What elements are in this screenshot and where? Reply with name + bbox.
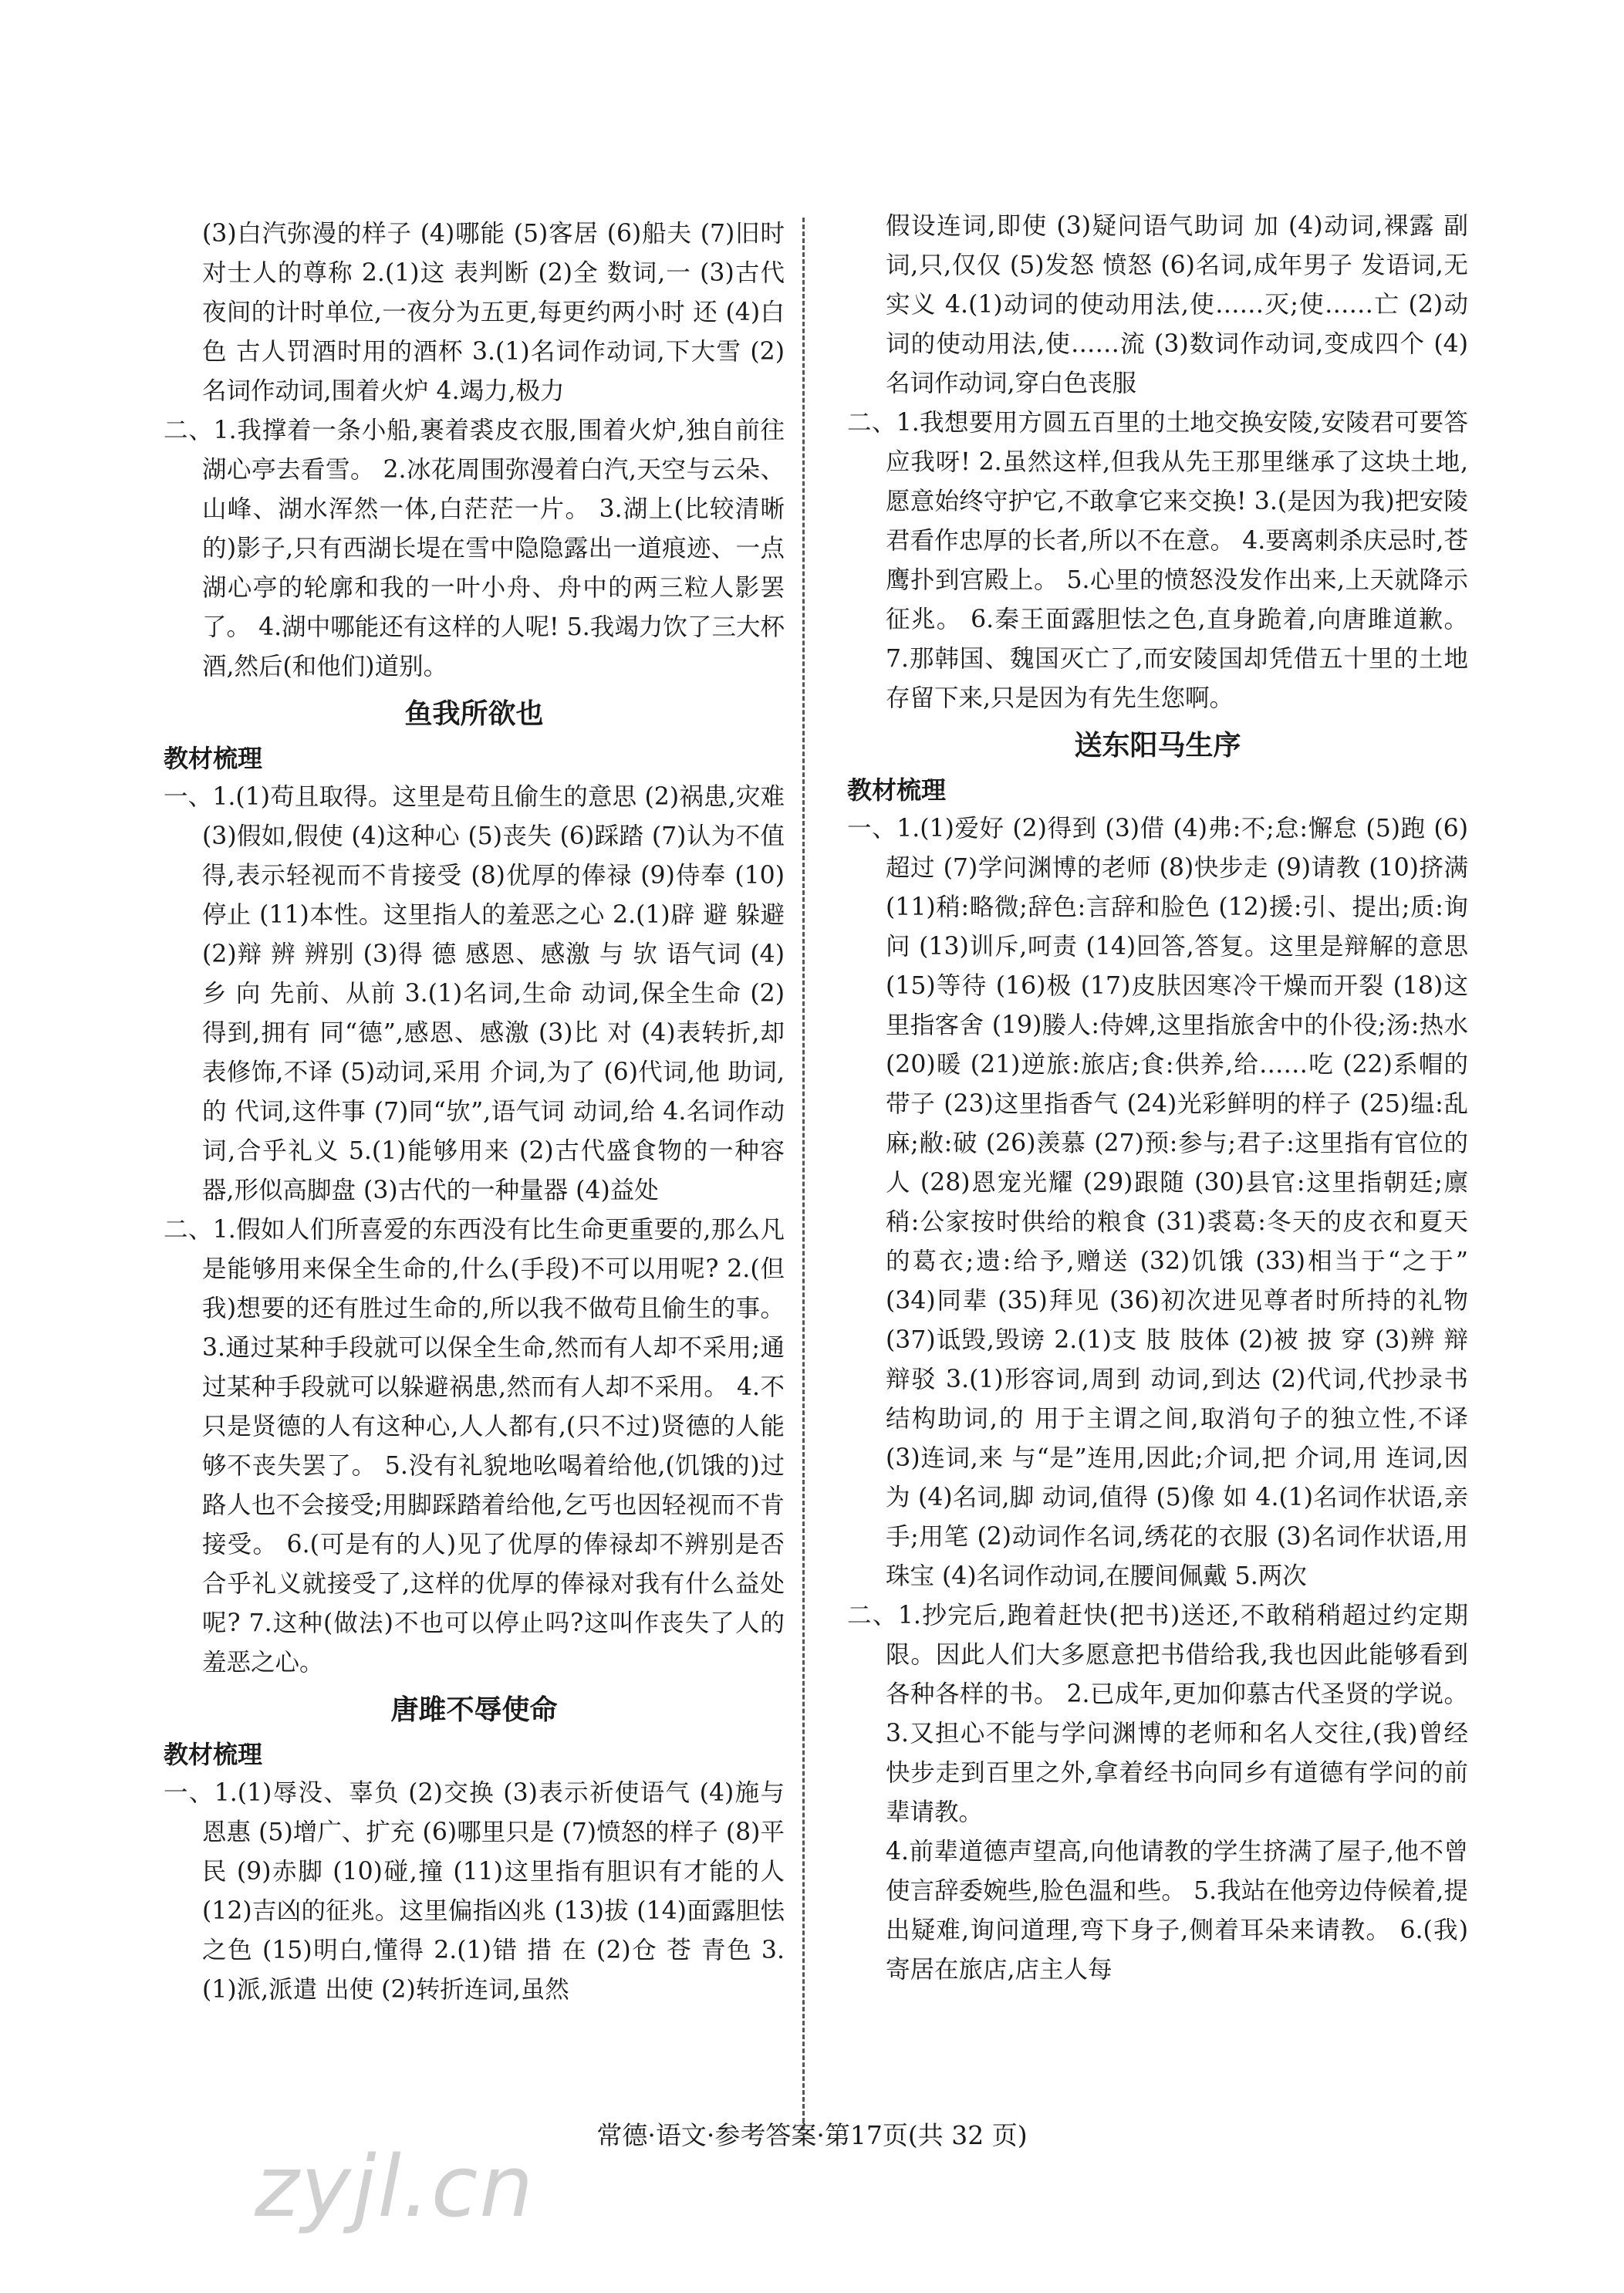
answer-block-2: 二、1.我撑着一条小船,裹着裘皮衣服,围着火炉,独自前往湖心亭去看雪。 2.冰花周围弥漫着白汽,天空与云朵、山峰、湖水浑然一体,白茫茫一片。 3.湖上(比较清晰的)影子,只有西湖长堤在雪中隐隐露出一道痕迹、一点湖心亭的轮廓和我的一叶小舟、舟中的两三粒人影罢了。 4.湖中哪能还有这样的人呢! 5.我竭力饮了三大杯酒,然后(和他们)道别。 <box>164 417 785 680</box>
section-title-yu-wo-suo-yu-ye: 鱼我所欲也 <box>404 698 544 730</box>
section-title-tang-ju: 唐雎不辱使命 <box>390 1694 558 1726</box>
column-divider <box>802 218 805 2129</box>
answer-block-1: (3)白汽弥漫的样子 (4)哪能 (5)客居 (6)船夫 (7)旧时对士人的尊称 2.(1)这 表判断 (2)全 数词,一 (3)古代夜间的计时单位,一夜分为五更,每更约两小时 还 (4)白色 古人罚酒时用的酒杯 3.(1)名词作动词,下大雪 (2)名词作动词,围着火炉 4.竭力,极力 <box>202 220 785 405</box>
answer-block-4: 二、1.假如人们所喜爱的东西没有比生命更重要的,那么凡是能够用来保全生命的,什么(手段)不可以用呢? 2.(但我)想要的还有胜过生命的,所以我不做苟且偷生的事。 3.通过某种手段就可以保全生命,然而有人却不采用;通过某种手段就可以躲避祸患,然而有人却不采用。 4.不只是贤德的人有这种心,人人都有,(只不过)贤德的人能够不丧失罢了。 5.没有礼貌地吆喝着给他,(饥饿的)过路人也不会接受;用脚踩踏着给他,乞丐也因轻视而不肯接受。 6.(可是有的人)见了优厚的俸禄却不辨别是否合乎礼义就接受了,这样的优厚的俸禄对我有什么益处呢? 7.这种(做法)不也可以停止吗?这叫作丧失了人的羞恶之心。 <box>164 1216 785 1677</box>
answer-block-8: 一、1.(1)爱好 (2)得到 (3)借 (4)弗:不;怠:懈怠 (5)跑 (6)超过 (7)学问渊博的老师 (8)快步走 (9)请教 (10)挤满 (11)稍:略微;辞色:言辞和脸色 (12)援:引、提出;质:询问 (13)训斥,呵责 (14)回答,答复。这里是辩解的意思 (15)等待 (16)极 (17)皮肤因寒冷干燥而开裂 (18)这里指客舍 (19)媵人:侍婢,这里指旅舍中的仆役;汤:热水 (20)暖 (21)逆旅:旅店;食:供养,给……吃 (22)系帽的带子 (23)这里指香气 (24)光彩鲜明的样子 (25)缊:乱麻;敝:破 (26)羡慕 (27)预:参与;君子:这里指有官位的人 (28)恩宠光耀 (29)跟随 (30)县官:这里指朝廷;廪稍:公家按时供给的粮食 (31)裘葛:冬天的皮衣和夏天的葛衣;遗:给予,赠送 (32)饥饿 (33)相当于“之于” (34)同辈 (35)拜见 (36)初次进见尊者时所持的礼物 (37)诋毁,毁谤 2.(1)支 肢 肢体 (2)被 披 穿 (3)辨 辩 辩驳 3.(1)形容词,周到 动词,到达 (2)代词,代抄录书 结构助词,的 用于主谓之间,取消句子的独立性,不译 (3)连词,来 与“是”连用,因此;介词,把 介词,用 连词,因为 (4)名词,脚 动词,值得 (5)像 如 4.(1)名词作状语,亲手;用笔 (2)动词作名词,绣花的衣服 (3)名词作状语,用珠宝 (4)名词作动词,在腰间佩戴 5.两次 <box>847 815 1468 1590</box>
subsection-heading: 教材梳理 <box>164 744 263 773</box>
page-footer: 常德·语文·参考答案·第17页(共 32 页) <box>596 2120 1028 2150</box>
answer-block-10: 4.前辈道德声望高,向他请教的学生挤满了屋子,他不曾使言辞委婉些,脸色温和些。 5.我站在他旁边侍候着,提出疑难,询问道理,弯下身子,侧着耳朵来请教。 6.(我)寄居在旅店,店主人每 <box>886 1838 1468 1984</box>
answer-block-9: 二、1.抄完后,跑着赶快(把书)送还,不敢稍稍超过约定期限。因此人们大多愿意把书借给我,我也因此能够看到各种各样的书。 2.已成年,更加仰慕古代圣贤的学说。 3.又担心不能与学问渊博的老师和名人交往,(我)曾经快步走到百里之外,拿着经书向同乡有道德有学问的前辈请教。 <box>847 1602 1468 1826</box>
left-column <box>164 214 785 2010</box>
right-column <box>847 207 1468 1990</box>
answer-block-3: 一、1.(1)苟且取得。这里是苟且偷生的意思 (2)祸患,灾难 (3)假如,假使 (4)这种心 (5)丧失 (6)踩踏 (7)认为不值得,表示轻视而不肯接受 (8)优厚的俸禄 (9)侍奉 (10)停止 (11)本性。这里指人的羞恶之心 2.(1)辟 避 躲避 (2)辩 辨 辨别 (3)得 德 感恩、感激 与 欤 语气词 (4)乡 向 先前、从前 3.(1)名词,生命 动词,保全生命 (2)得到,拥有 同“德”,感恩、感激 (3)比 对 (4)表转折,却 表修饰,不译 (5)动词,采用 介词,为了 (6)代词,他 助词,的 代词,这件事 (7)同“欤”,语气词 动词,给 4.名词作动词,合乎礼义 5.(1)能够用来 (2)古代盛食物的一种容器,形似高脚盘 (3)古代的一种量器 (4)益处 <box>164 783 785 1204</box>
subsection-heading: 教材梳理 <box>847 775 947 805</box>
subsection-heading: 教材梳理 <box>164 1740 263 1769</box>
watermark-logo: zyjl.cn <box>255 2137 535 2236</box>
answer-block-5: 一、1.(1)辱没、辜负 (2)交换 (3)表示祈使语气 (4)施与恩惠 (5)增广、扩充 (6)哪里只是 (7)愤怒的样子 (8)平民 (9)赤脚 (10)碰,撞 (11)这里指有胆识有才能的人 (12)吉凶的征兆。这里偏指凶兆 (13)拔 (14)面露胆怯之色 (15)明白,懂得 2.(1)错 措 在 (2)仓 苍 青色 3.(1)派,派遣 出使 (2)转折连词,虽然 <box>164 1779 785 2004</box>
section-title-song-dongyang: 送东阳马生序 <box>1074 730 1241 762</box>
answer-block-6: 假设连词,即使 (3)疑问语气助词 加 (4)动词,裸露 副词,只,仅仅 (5)发怒 愤怒 (6)名词,成年男子 发语词,无实义 4.(1)动词的使动用法,使……灭;使……亡 (2)动词的使动用法,使……流 (3)数词作动词,变成四个 (4)名词作动词,穿白色丧服 <box>886 212 1468 397</box>
answer-block-7: 二、1.我想要用方圆五百里的土地交换安陵,安陵君可要答应我呀! 2.虽然这样,但我从先王那里继承了这块土地,愿意始终守护它,不敢拿它来交换! 3.(是因为我)把安陵君看作忠厚的长者,所以不在意。 4.要离刺杀庆忌时,苍鹰扑到宫殿上。 5.心里的愤怒没发作出来,上天就降示征兆。 6.秦王面露胆怯之色,直身跪着,向唐雎道歉。 7.那韩国、魏国灭亡了,而安陵国却凭借五十里的土地存留下来,只是因为有先生您啊。 <box>847 409 1468 712</box>
